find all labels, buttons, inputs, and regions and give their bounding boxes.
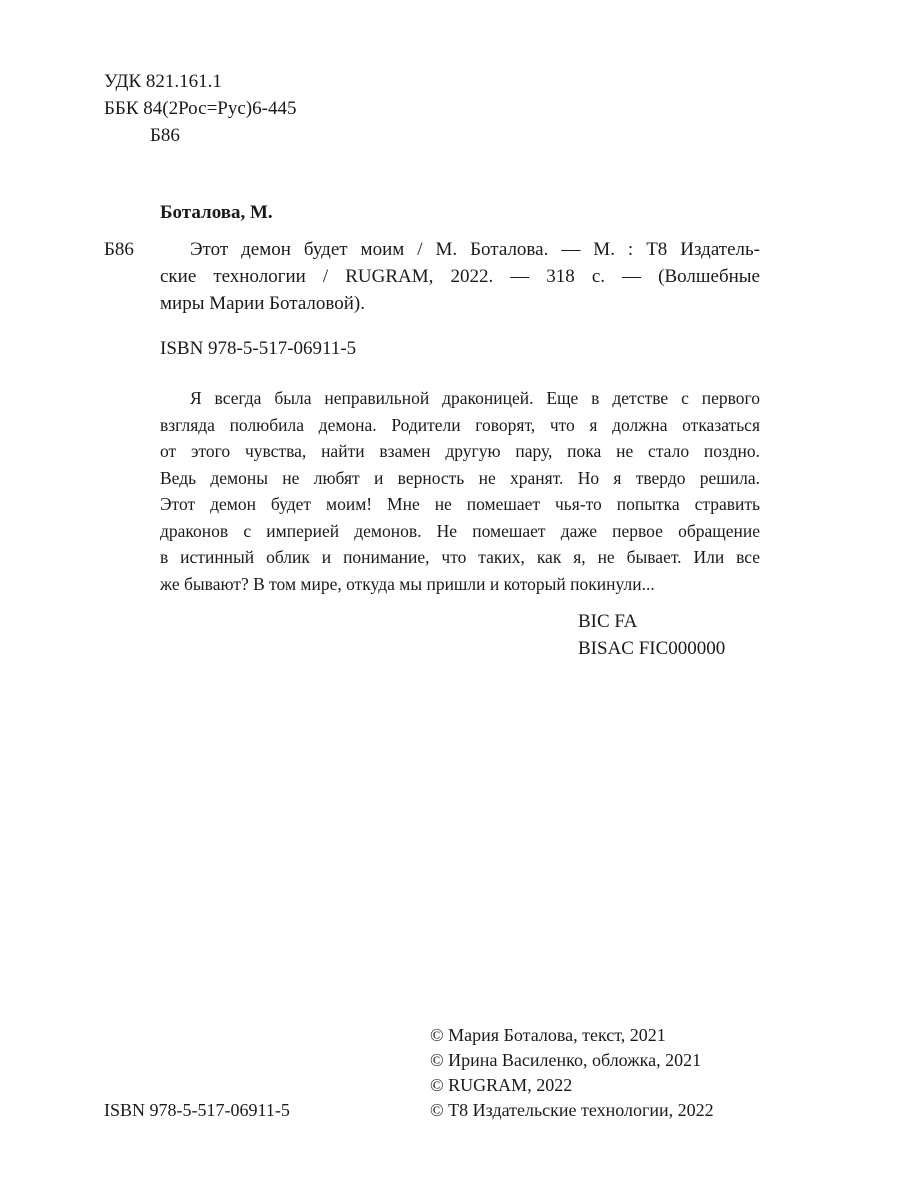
bib-line: миры Марии Боталовой). [160, 293, 365, 314]
annotation-line: Этот демон будет моим! Мне не помешает чья-то попытка стравить [160, 494, 760, 514]
bib-line: ские технологии / RUGRAM, 2022. — 318 с. — (Волшебные [160, 266, 760, 287]
udk-code: УДК 821.161.1 [104, 71, 222, 92]
copyright-line: © RUGRAM, 2022 [430, 1075, 573, 1095]
bib-line: Этот демон будет моим / М. Боталова. — М. : Т8 Издатель- [190, 239, 760, 260]
copyright-line: © Т8 Издательские технологии, 2022 [430, 1100, 714, 1120]
copyright-block [430, 1023, 714, 1123]
annotation [160, 385, 760, 597]
author-name: Боталова, М. [160, 202, 273, 223]
bic-code: BIC FA [578, 611, 638, 632]
annotation-line: взгляда полюбила демона. Родители говорят, что я должна отказаться [160, 414, 760, 435]
bibliographic-description [160, 236, 760, 317]
author-mark: Б86 [150, 125, 180, 146]
annotation-line: Я всегда была неправильной драконицей. Еще в детстве с первого [190, 388, 760, 408]
annotation-line: драконов с империей демонов. Не помешает даже первое обращение [160, 520, 760, 541]
annotation-line: Ведь демоны не любят и верность не хранят. Но я твердо решила. [160, 467, 760, 488]
bisac-code: BISAC FIC000000 [578, 638, 726, 659]
bbk-code: ББК 84(2Рос=Рус)6-445 [104, 98, 297, 119]
isbn: ISBN 978-5-517-06911-5 [160, 338, 357, 359]
author-mark-inline: Б86 [104, 239, 134, 260]
isbn-footer: ISBN 978-5-517-06911-5 [104, 1100, 290, 1120]
copyright-line: © Ирина Василенко, обложка, 2021 [430, 1050, 702, 1070]
annotation-line: же бывают? В том мире, откуда мы пришли и который покинули... [160, 573, 655, 594]
annotation-line: от этого чувства, найти взамен другую пару, пока не стало поздно. [160, 441, 760, 461]
copyright-line: © Мария Боталова, текст, 2021 [430, 1025, 666, 1045]
annotation-line: в истинный облик и понимание, что таких, как я, не бывает. Или все [160, 547, 760, 567]
